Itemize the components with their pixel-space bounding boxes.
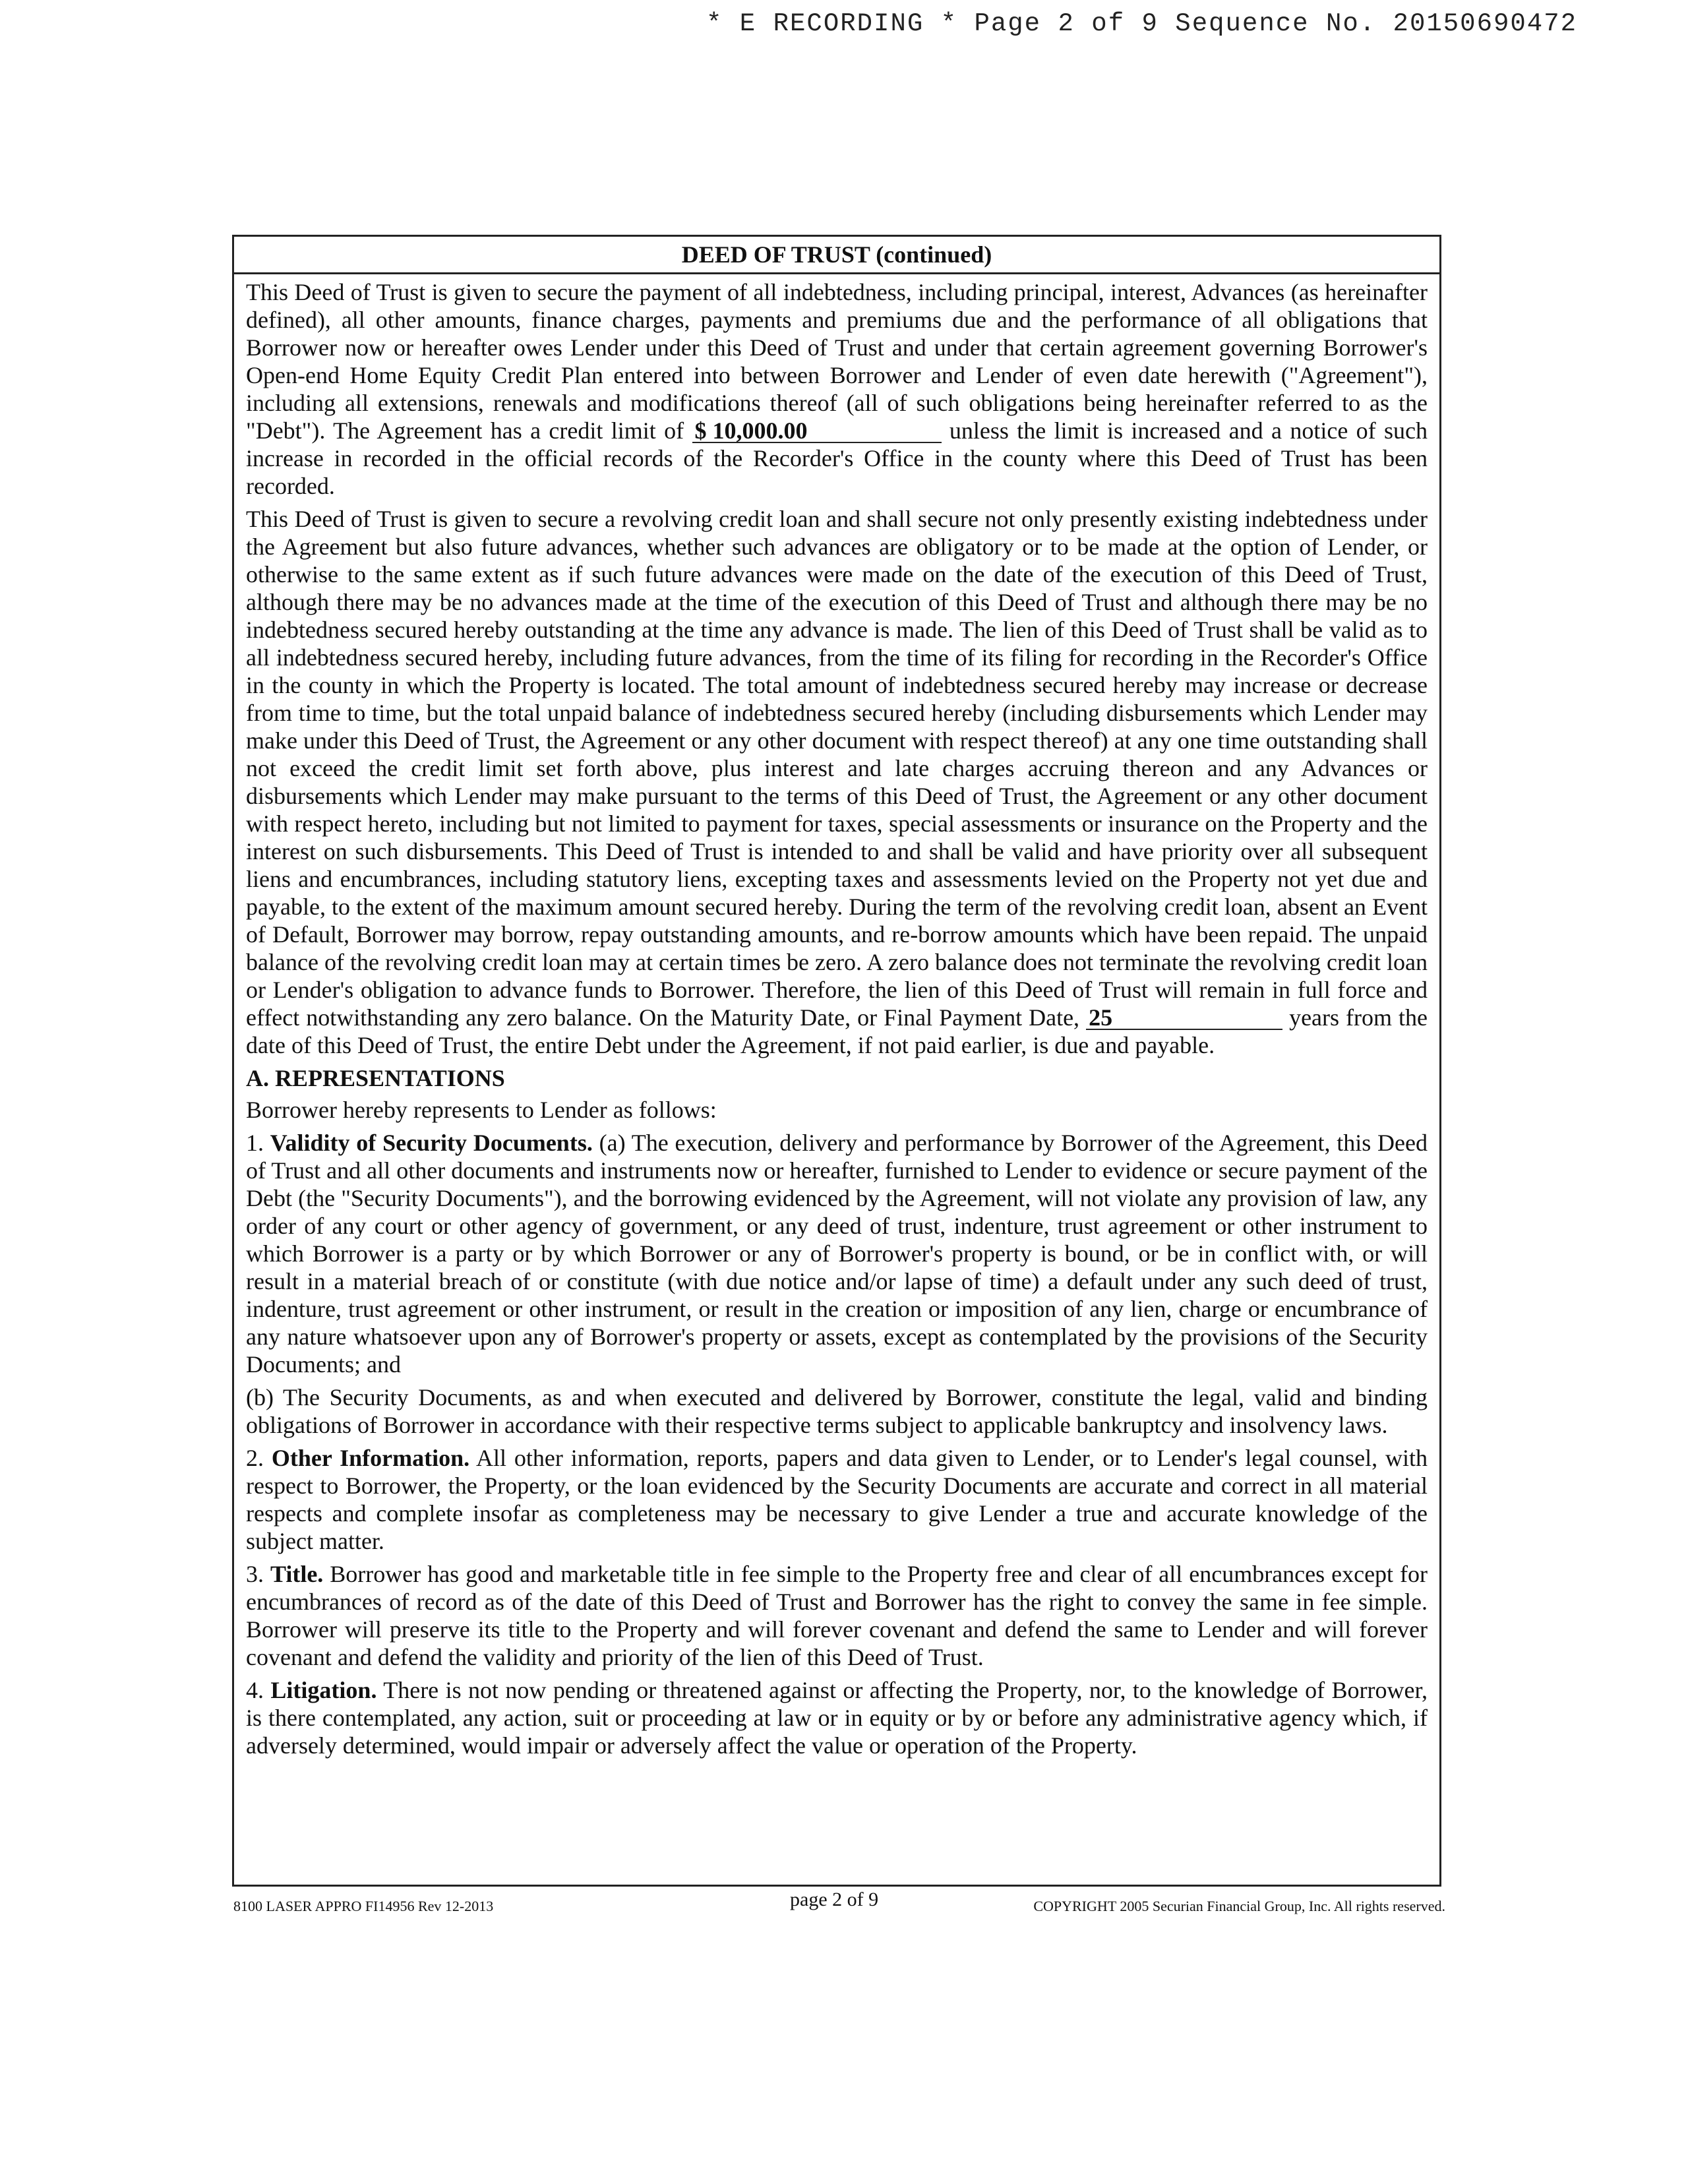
representation-item-3 [246,1560,1428,1671]
item-text: Borrower has good and marketable title in fee simple to the Property free and clear of all encumbrances except for encumbrances of record as of the date of this Deed of Trust and Borrower has the right to convey the same in fee simple. Borrower will preserve its title to the Property and will forever covenant and defend the same to Lender and will forever covenant and defend the validity and priority of the lien of this Deed of Trust. [246,1561,1428,1670]
item-number: 3. [246,1561,264,1587]
copyright-notice: COPYRIGHT 2005 Securian Financial Group, Inc. All rights reserved. [1033,1898,1445,1914]
section-a-heading: A. REPRESENTATIONS [246,1065,505,1091]
item-text: All other information, reports, papers and data given to Lender, or to Lender's legal counsel, with respect to Borrower, the Property, or the loan evidenced by the Security Documents are accurate and correct in all material respects and complete insofar as completeness may be necessary to give Lender a true and accurate knowledge of the subject matter. [246,1445,1428,1554]
page-number: page 2 of 9 [790,1889,879,1910]
representation-item-4 [246,1676,1428,1759]
item-title: Litigation. [270,1677,377,1703]
item-title: Title. [270,1561,324,1587]
section-a-intro: Borrower hereby represents to Lender as follows: [246,1097,717,1123]
deed-of-trust-box [232,235,1441,1887]
revolving-credit-paragraph [246,505,1428,1059]
item-number: 4. [246,1677,264,1703]
deed-body [234,274,1439,1759]
item-title: Other Information. [271,1445,470,1471]
recording-header: * E RECORDING * Page 2 of 9 Sequence No. 20150690472 [706,9,1577,38]
representation-item-1b: (b) The Security Documents, as and when executed and delivered by Borrower, constitute the legal, valid and binding obligations of Borrower in accordance with their respective terms subject to applicable bankruptcy and insolvency laws. [246,1384,1428,1438]
maturity-years-value: 25 [1086,1006,1282,1030]
representation-item-2 [246,1444,1428,1555]
representation-item-1 [246,1129,1428,1378]
revolving-credit-text: This Deed of Trust is given to secure a revolving credit loan and shall secure not only presently existing indebtedness under the Agreement but also future advances, whether such advances are obligatory or to be made at the option of Lender, or otherwise to the same extent as if such future advances were made on the date of the execution of this Deed of Trust, although there may be no advances made at the time of the execution of this Deed of Trust and although there may be no indebtedness secured hereby outstanding at the time any advance is made. The lien of this Deed of Trust shall be valid as to all indebtedness secured hereby, including future advances, from the time of its filing for recording in the Recorder's Office in the county in which the Property is located. The total amount of indebtedness secured hereby may increase or decrease from time to time, but the total unpaid balance of indebtedness secured hereby (including disbursements which Lender may make under this Deed of Trust, the Agreement or any other document with respect thereof) at any one time outstanding shall not exceed the credit limit set forth above, plus interest and late charges accruing thereon and any Advances or disbursements which Lender may make pursuant to the terms of this Deed of Trust, the Agreement or any other document with respect hereto, including but not limited to payment for taxes, special assessments or insurance on the Property and the interest on such disbursements. This Deed of Trust is intended to and shall be valid and have priority over all subsequent liens and encumbrances, including statutory liens, excepting taxes and assessments levied on the Property not yet due and payable, to the extent of the maximum amount secured hereby. During the term of the revolving credit loan, absent an Event of Default, Borrower may borrow, repay outstanding amounts, and re-borrow amounts which have been repaid. The unpaid balance of the revolving credit loan may at certain times be zero. A zero balance does not terminate the revolving credit loan or Lender's obligation to advance funds to Borrower. Therefore, the lien of this Deed of Trust will remain in full force and effect notwithstanding any zero balance. On the Maturity Date, or Final Payment Date, [246,506,1428,1031]
credit-limit-text-after: unless the limit is increased and a notice of such increase in recorded in the official records of the Recorder's Office in the county where this Deed of Trust has been recorded. [246,417,1428,499]
deed-title: DEED OF TRUST (continued) [234,237,1439,274]
credit-limit-value: $ 10,000.00 [692,419,942,443]
item-number: 2. [246,1445,264,1471]
secured-debt-paragraph [246,278,1428,500]
form-id: 8100 LASER APPRO FI14956 Rev 12-2013 [233,1898,494,1914]
item-text: (a) The execution, delivery and performance by Borrower of the Agreement, this Deed of Trust and all other documents and instruments now or hereafter, furnished to Lender to evidence or secure payment of the Debt (the "Security Documents"), and the borrowing evidenced by the Agreement, will not violate any provision of law, any order of any court or other agency of government, or any deed of trust, indenture, trust agreement or other instrument to which Borrower is a party or by which Borrower or any of Borrower's property is bound, or be in conflict with, or will result in a material breach of or constitute (with due notice and/or lapse of time) a default under any such deed of trust, indenture, trust agreement or other instrument, or result in the creation or imposition of any lien, charge or encumbrance of any nature whatsoever upon any of Borrower's property or assets, except as contemplated by the provisions of the Security Documents; and [246,1130,1428,1378]
maturity-text-after: years from the date of this Deed of Trust, the entire Debt under the Agreement, if not paid earlier, is due and payable. [246,1004,1428,1058]
item-title: Validity of Security Documents. [270,1130,593,1156]
item-number: 1. [246,1130,264,1156]
secured-debt-text: This Deed of Trust is given to secure the payment of all indebtedness, including principal, interest, Advances (as hereinafter defined), all other amounts, finance charges, payments and premiums due and the performance of all obligations that Borrower now or hereafter owes Lender under this Deed of Trust and under that certain agreement governing Borrower's Open-end Home Equity Credit Plan entered into between Borrower and Lender of even date herewith ("Agreement"), including all extensions, renewals and modifications thereof (all of such obligations being hereinafter referred to as the "Debt"). The Agreement has a credit limit of [246,279,1428,444]
item-text: There is not now pending or threatened against or affecting the Property, nor, to the knowledge of Borrower, is there contemplated, any action, suit or proceeding at law or in equity or by or before any administrative agency which, if adversely determined, would impair or adversely affect the value or operation of the Property. [246,1677,1428,1759]
